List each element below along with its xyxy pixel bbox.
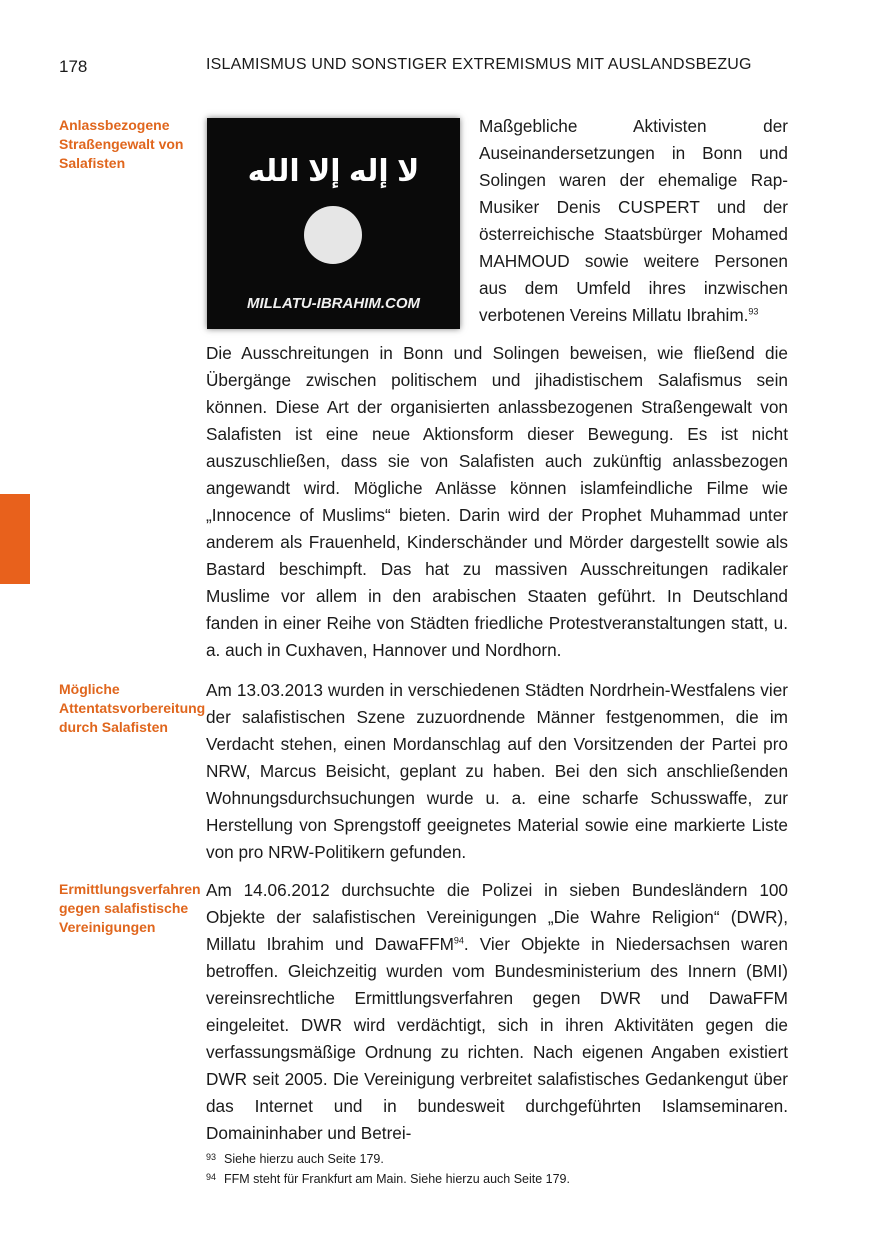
paragraph-riots: Die Ausschreitungen in Bonn und Solingen beweisen, wie fließend die Übergänge zwischen politischem und jihadistischem Salafismus sein können. Diese Art der organisierten anlassbezogenen Straßengewalt von Salafisten ist eine neue Aktionsform dieser Bewegung. Es ist nicht auszuschließen, dass sie von Salafisten auch zukünftig anlassbezogen angewandt wird. Mögliche Anlässe können islamfeindliche Filme wie „Innocence of Muslims“ bieten. Darin wird der Prophet Muhammad unter anderem als Frauenheld, Kinderschänder und Mörder dargestellt sowie als Bastard beschimpft. Das hat zu massiven Ausschreitungen radikaler Muslime vor allem in den arabischen Staaten geführt. In Deutschland fanden in einer Reihe von Städten friedliche Protestveranstaltungen statt, u. a. auch in Cuxhaven, Hannover und Nordhorn. [206, 343, 788, 660]
logo-caption: MILLATU-IBRAHIM.COM [246, 295, 421, 312]
seal-emblem [304, 206, 362, 264]
margin-note-investigations: Ermittlungsverfahren gegen salafistische Vereinigungen [59, 881, 201, 935]
footnote-94: 94 FFM steht für Frankfurt am Main. Siehe hierzu auch Seite 179. [206, 1172, 570, 1186]
paragraph-searches: Am 14.06.2012 durchsuchte die Polizei in sieben Bundesländern 100 Objekte der salafistischen Vereinigungen „Die Wahre Religion“ (DWR), Millatu Ibrahim und DawaFFM$^{94}$. Vier Objekte in Niedersachsen waren betroffen. Gleichzeitig wurden vom Bundesministerium des Innern (BMI) vereinsrechtliche Ermittlungsverfahren gegen DWR und DawaFFM eingeleitet. DWR wird verdächtigt, sich in ihren Aktivitäten gegen die verfassungsmäßige Ordnung zu richten. Nach eigenen Angaben existiert DWR seit 2005. Die Vereinigung verbreitet salafistisches Gedankengut über das Internet und in bundesweit durchgeführten Islamseminaren. Domaininhaber und Betrei- [206, 880, 788, 1143]
banner-arabic-text: لا إله إلا الله [247, 155, 420, 188]
margin-note-attack-preparation: Mögliche Attentatsvorbereitung durch Salafisten [59, 681, 206, 735]
paragraph-activists: Maßgebliche Aktivisten der Auseinandersetzungen in Bonn und Solingen waren der ehemalige Rap-Musiker Denis CUSPERT und der österreichische Staatsbürger Mohamed MAHMOUD sowie weitere Personen aus dem Umfeld ihres inzwischen verbotenen Vereins Millatu Ibrahim.$^{93}$ [479, 116, 788, 325]
footnote-ref-93: 93 [748, 306, 759, 317]
footnote-ref-94: 94 [453, 935, 464, 946]
margin-note-street-violence: Anlassbezogene Straßengewalt von Salafisten [59, 117, 184, 171]
footnote-93: 93 Siehe hierzu auch Seite 179. [206, 1152, 384, 1166]
millatu-ibrahim-logo-image [207, 118, 460, 329]
running-title: ISLAMISMUS UND SONSTIGER EXTREMISMUS MIT AUSLANDSBEZUG [206, 56, 752, 73]
paragraph-arrests: Am 13.03.2013 wurden in verschiedenen Städten Nordrhein-Westfalens vier der salafistischen Szene zuzuordnende Männer festgenommen, die im Verdacht stehen, einen Mordanschlag auf den Vorsitzenden der Partei pro NRW, Marcus Beisicht, geplant zu haben. Bei den sich anschließenden Wohnungsdurchsuchungen wurde u. a. eine scharfe Schusswaffe, zur Herstellung von Sprengstoff geeignetes Material sowie eine markierte Liste von pro NRW-Politikern gefunden. [206, 680, 788, 862]
page-number: 178 [59, 57, 88, 76]
chapter-side-tab [0, 494, 30, 584]
